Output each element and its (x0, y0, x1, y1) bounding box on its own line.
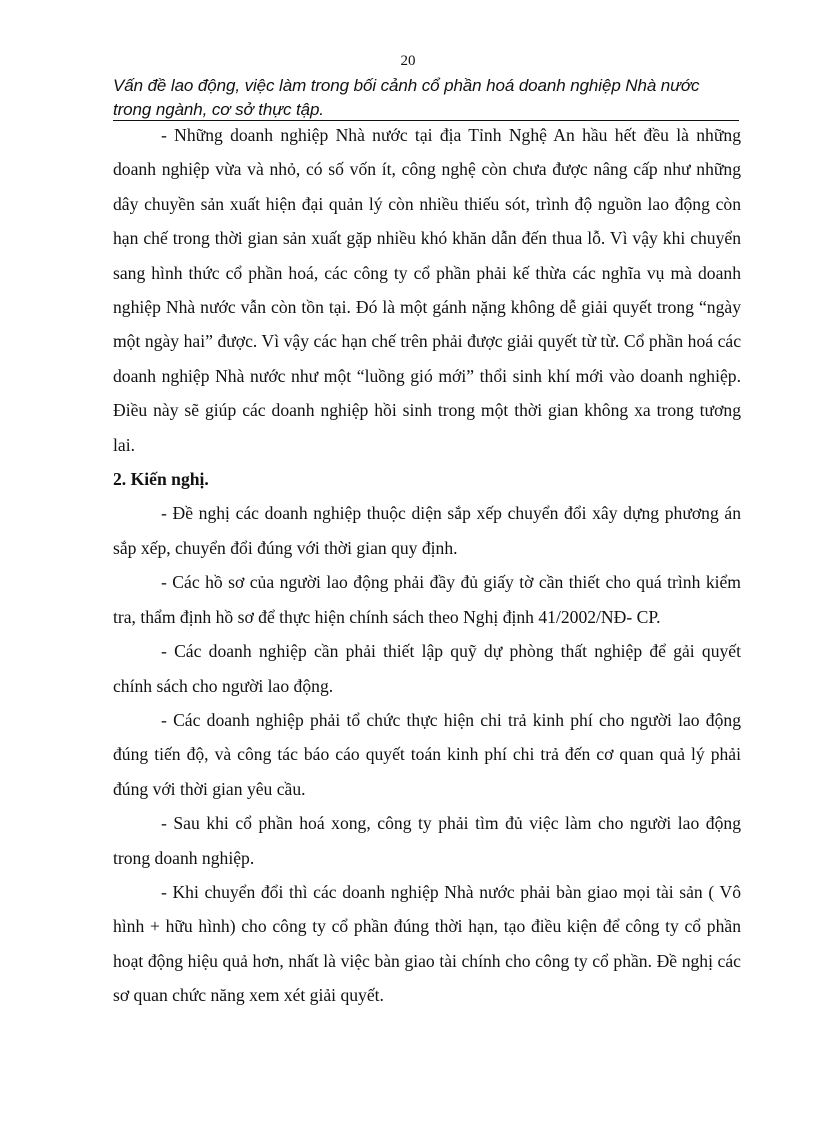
section-heading: 2. Kiến nghị. (113, 469, 209, 490)
page-number: 20 (400, 53, 416, 69)
recommendation-item: - Các doanh nghiệp cần phải thiết lập quỹ dự phòng thất nghiệp để gải quyết chính sách cho người lao động. (113, 641, 741, 696)
recommendation-item: - Đề nghị các doanh nghiệp thuộc diện sắp xếp chuyển đổi xây dựng phương án sắp xếp, chuyển đổi đúng với thời gian quy định. (113, 503, 741, 558)
recommendation-item: - Khi chuyển đổi thì các doanh nghiệp Nhà nước phải bàn giao mọi tài sản ( Vô hình + hữu hình) cho công ty cổ phần đúng thời hạn, tạo điều kiện để công ty cổ phần hoạt động hiệu quả hơn, nhất là việc bàn giao tài chính cho công ty cổ phần. Đề nghị các sơ quan chức năng xem xét giải quyết. (113, 881, 741, 1006)
recommendation-item: - Các doanh nghiệp phải tổ chức thực hiện chi trả kinh phí cho người lao động đúng tiến độ, và công tác báo cáo quyết toán kinh phí chi trả đến cơ quan quả lý phải đúng với thời gian yêu cầu. (113, 709, 741, 799)
paragraph-enterprises: - Những doanh nghiệp Nhà nước tại địa Tỉnh Nghệ An hầu hết đều là những doanh nghiệp vừa và nhỏ, có số vốn ít, công nghệ còn chưa được nâng cấp như những dây chuyền sản xuất hiện đại quản lý còn nhiều thiếu sót, trình độ nguồn lao động còn hạn chế trong thời gian sản xuất gặp nhiều khó khăn dẫn đến thua lỗ. Vì vậy khi chuyển sang hình thức cổ phần hoá, các công ty cổ phần phải kế thừa các nghĩa vụ mà doanh nghiệp Nhà nước vẫn còn tồn tại. Đó là một gánh nặng không dễ giải quyết trong “ngày một ngày hai” được. Vì vậy các hạn chế trên phải được giải quyết từ từ. Cổ phần hoá các doanh nghiệp Nhà nước như một “luồng gió mới” thổi sinh khí mới vào doanh nghiệp. Điều này sẽ giúp các doanh nghiệp hồi sinh trong một thời gian không xa trong tương lai. (113, 125, 741, 455)
body-text (113, 118, 741, 1013)
recommendation-item: - Các hồ sơ của người lao động phải đầy đủ giấy tờ cần thiết cho quá trình kiểm tra, thẩm định hồ sơ để thực hiện chính sách theo Nghị định 41/2002/NĐ- CP. (113, 572, 741, 627)
running-head: Vấn đề lao động, việc làm trong bối cảnh cổ phần hoá doanh nghiệp Nhà nước trong ngành, cơ sở thực tập. (113, 76, 700, 119)
recommendation-item: - Sau khi cổ phần hoá xong, công ty phải tìm đủ việc làm cho người lao động trong doanh nghiệp. (113, 813, 741, 868)
